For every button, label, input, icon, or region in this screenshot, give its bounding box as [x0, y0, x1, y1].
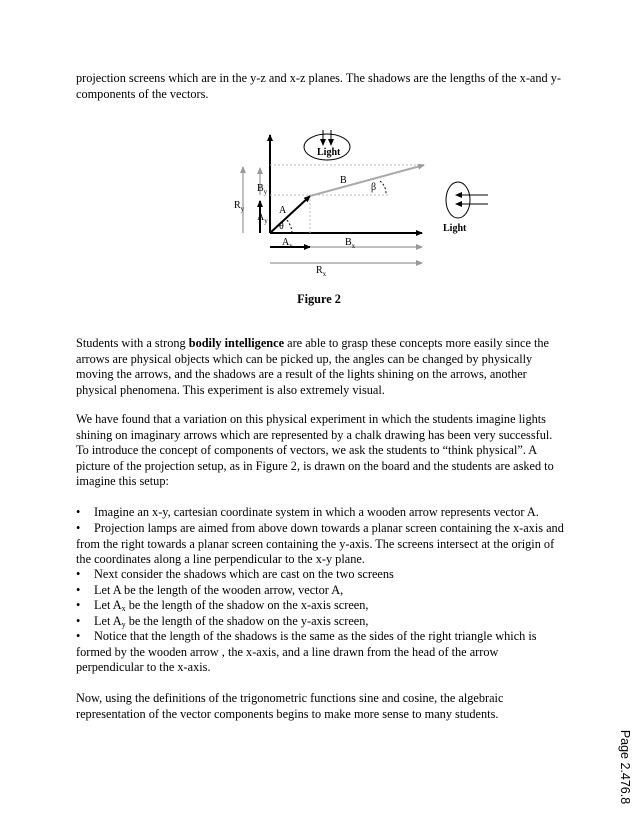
bullet-item: • Let $A_y$ be the length of the shadow on the y-axis screen,: [76, 614, 369, 629]
label-ay: $A_y$: [257, 212, 268, 225]
light-source-top: [304, 130, 350, 160]
figure-2-diagram: [200, 125, 500, 285]
paragraph-intro: projection screens which are in the y-z and x-z planes. The shadows are the lengths of the x-and y-components of the vectors.: [76, 71, 561, 101]
label-b: B: [340, 175, 347, 186]
label-bx: $B_x$: [345, 237, 356, 250]
light-top-label: Light: [317, 147, 341, 158]
paragraph-conclusion: Now, using the definitions of the trigonometric functions sine and cosine, the algebraic representation of the vector components begins to make more sense to many students.: [76, 691, 504, 721]
paragraph-bodily-intelligence: Students with a strong bodily intelligence are able to grasp these concepts more easily since the arrows are physical objects which can be picked up, the angles can be changed by physically moving the arrows, and the shadows are a result of the lights shining on the arrows, another physical phenomena. This experiment is also extremely visual.: [76, 336, 550, 397]
paragraph-think-physical: We have found that a variation on this physical experiment in which the students imagine lights shining on imaginary arrows which are represented by a chalk drawing has been very successful. To introduce the concept of components of vectors, we ask the students to “think physical”. A picture of the projection setup, as in Figure 2, is drawn on the board and the students are asked to imagine this setup:: [76, 412, 554, 489]
vector-b: [310, 165, 424, 196]
bullet-item: • Projection lamps are aimed from above down towards a planar screen containing the x-axis and from the right towards a planar screen containing the y-axis. The screens intersect at the origin of the coordinates along a line perpendicular to the x-y plane.: [76, 521, 564, 567]
page-number: Page 2.476.8: [618, 729, 632, 805]
label-by: $B_y$: [257, 183, 268, 196]
vector-a: [270, 196, 310, 233]
light-right-label: Light: [443, 223, 467, 234]
bullet-item: • Imagine an x-y, cartesian coordinate system in which a wooden arrow represents vector A.: [76, 505, 539, 519]
bullet-item: • Let A be the length of the wooden arrow, vector A,: [76, 583, 344, 597]
label-theta: θ: [279, 221, 284, 232]
label-a: A: [279, 205, 287, 216]
figure-caption: Figure 2: [297, 292, 341, 306]
bullet-item: • Let $A_x$ be the length of the shadow on the x-axis screen,: [76, 598, 369, 613]
label-beta: β: [371, 182, 377, 193]
bullet-item: • Next consider the shadows which are cast on the two screens: [76, 567, 394, 581]
bullet-item: • Notice that the length of the shadows is the same as the sides of the right triangle which is formed by the wooden arrow , the x-axis, and a line drawn from the head of the arrow perpendicular to the x-axis.: [76, 629, 537, 675]
label-ry: $R_y$: [234, 200, 245, 213]
label-rx: $R_x$: [316, 265, 327, 278]
light-source-right: [443, 182, 488, 234]
label-ax: $A_x$: [282, 237, 293, 250]
